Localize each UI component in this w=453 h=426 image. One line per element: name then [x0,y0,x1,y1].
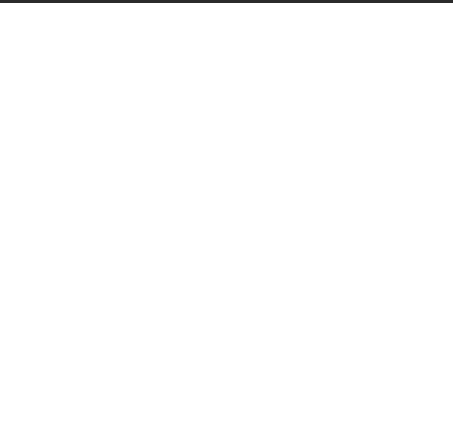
article-headline [6,18,447,44]
cropped-previous-line [6,3,447,12]
article-body [6,48,447,388]
